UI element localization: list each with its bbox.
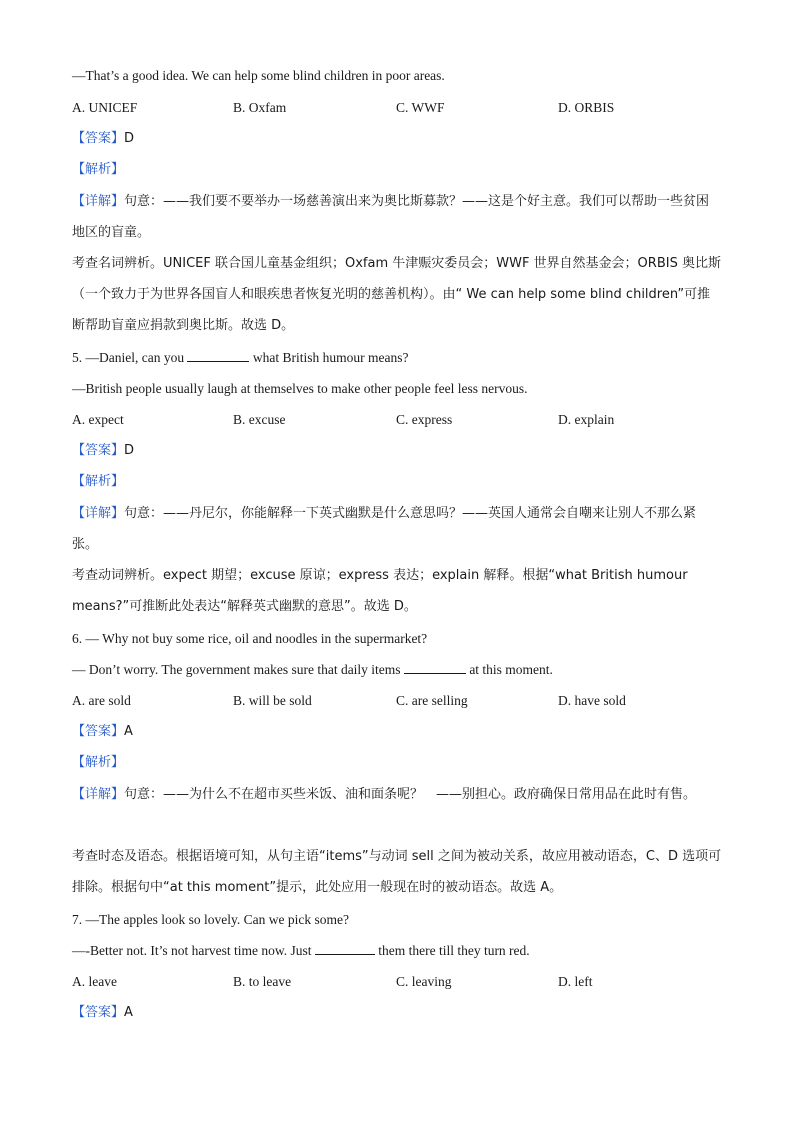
q6-reply: — Don’t worry. The government makes sure that daily items at this moment.	[72, 662, 553, 677]
q6-detail	[72, 779, 722, 810]
q4-explanation: 考查名词辨析。UNICEF 联合国儿童基金组织；Oxfam 牛津赈灾委员会；WWF 世界自然基金会；ORBIS 奥比斯（一个致力于为世界各国盲人和眼疾患者恢复光明的慈善机构）。由“ We can help some blind children”可推断帮助盲童应捐款到奥比斯。故选 D。	[72, 256, 721, 333]
q7-answer	[72, 1004, 133, 1022]
answer-label: 【答案】	[72, 1005, 125, 1020]
q6-option-c: C. are selling	[396, 693, 468, 708]
q6-option-a: A. are sold	[72, 693, 131, 708]
q7-option-b: B. to leave	[233, 974, 292, 989]
answer-label: 【答案】	[72, 131, 125, 146]
q7-option-d: D. left	[558, 974, 593, 989]
q4-option-c: C. WWF	[396, 100, 445, 115]
q6-analysis-label: 【解析】	[72, 755, 125, 770]
q5-answer	[72, 442, 134, 460]
q4-detail	[72, 186, 722, 248]
detail-label: 【详解】	[72, 787, 125, 802]
q7-stem: 7. —The apples look so lovely. Can we pick some?	[72, 912, 349, 927]
q5-analysis-label: 【解析】	[72, 474, 125, 489]
q6-option-b: B. will be sold	[233, 693, 312, 708]
answer-value: D	[124, 443, 135, 458]
q6-stem: 6. — Why not buy some rice, oil and noodles in the supermarket?	[72, 631, 428, 646]
answer-value: A	[124, 1005, 133, 1020]
q6-answer	[72, 723, 133, 741]
q5-explanation: 考查动词辨析。expect 期望；excuse 原谅；express 表达；explain 解释。根据“what British humour means?”可推断此处表达“解释英式幽默的意思”。故选 D。	[72, 568, 688, 614]
q7-option-c: C. leaving	[396, 974, 452, 989]
detail-label: 【详解】	[72, 506, 125, 521]
q4-reply: —That’s a good idea. We can help some blind children in poor areas.	[72, 68, 445, 83]
answer-label: 【答案】	[72, 724, 125, 739]
q4-option-b: B. Oxfam	[233, 100, 287, 115]
q5-stem: 5. —Daniel, can you what British humour means?	[72, 350, 409, 365]
detail-text: 句意：——丹尼尔，你能解释一下英式幽默是什么意思吗？——英国人通常会自嘲来让别人不那么紧张。	[72, 506, 697, 552]
answer-value: D	[124, 131, 135, 146]
q7-reply: —-Better not. It’s not harvest time now. Just them there till they turn red.	[72, 943, 530, 958]
q4-analysis-label: 【解析】	[72, 162, 125, 177]
detail-label: 【详解】	[72, 194, 125, 209]
detail-text: 句意：——为什么不在超市买些米饭、油和面条呢？ ——别担心。政府确保日常用品在此时有售。	[124, 787, 697, 802]
q5-option-d: D. explain	[558, 412, 615, 427]
q5-option-a: A. expect	[72, 412, 124, 427]
q5-reply: —British people usually laugh at themselves to make other people feel less nervous.	[72, 381, 528, 396]
detail-text: 句意：——我们要不要举办一场慈善演出来为奥比斯募款？——这是个好主意。我们可以帮助一些贫困地区的盲童。	[72, 194, 710, 240]
answer-value: A	[124, 724, 133, 739]
answer-blank	[187, 349, 249, 362]
q4-option-d: D. ORBIS	[558, 100, 615, 115]
answer-blank	[315, 942, 375, 955]
q6-option-d: D. have sold	[558, 693, 626, 708]
answer-label: 【答案】	[72, 443, 125, 458]
q5-option-c: C. express	[396, 412, 453, 427]
answer-blank	[404, 661, 466, 674]
q7-option-a: A. leave	[72, 974, 117, 989]
q6-explanation: 考查时态及语态。根据语境可知，从句主语“items”与动词 sell 之间为被动关系，故应用被动语态，C、D 选项可排除。根据句中“at this moment”提示，此处应用一般现在时的被动语态。故选 A。	[72, 849, 722, 895]
q5-detail	[72, 498, 722, 560]
q4-answer	[72, 130, 134, 148]
q4-option-a: A. UNICEF	[72, 100, 138, 115]
q5-option-b: B. excuse	[233, 412, 286, 427]
